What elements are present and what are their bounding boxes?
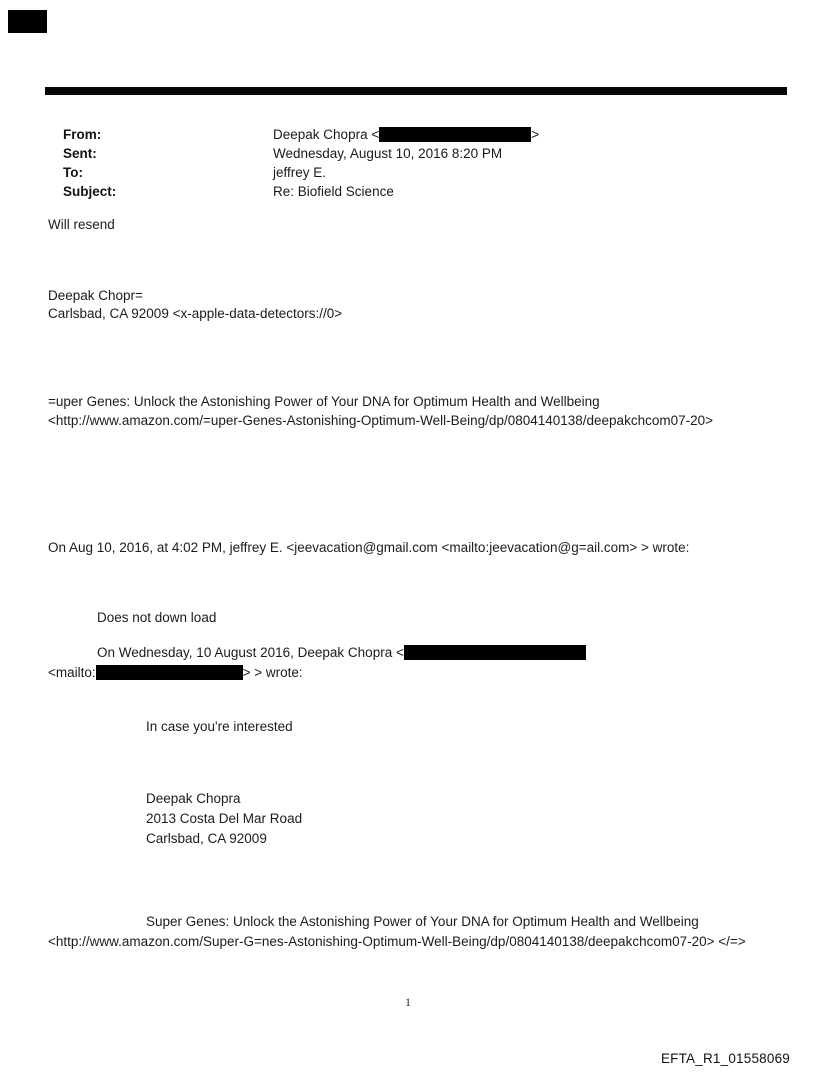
signature1-name: Deepak Chopr=	[48, 288, 143, 303]
header-divider-rule	[45, 87, 787, 95]
nested-quote-body: In case you're interested	[146, 719, 293, 734]
nested-quote-attribution	[97, 644, 586, 661]
from-label: From:	[63, 127, 102, 142]
redacted-sender-email	[404, 645, 586, 660]
book-url-line-2: <http://www.amazon.com/Super-G=nes-Astonishing-Optimum-Well-Being/dp/0804140138/deepakchcom07-20> </=>	[48, 934, 746, 949]
signature2-city: Carlsbad, CA 92009	[146, 831, 267, 846]
header-row-to	[48, 147, 327, 180]
from-value-suffix: >	[531, 127, 540, 142]
to-value: jeffrey E.	[273, 165, 327, 180]
book-title-line-1: =uper Genes: Unlock the Astonishing Power of Your DNA for Optimum Health and Wellbeing	[48, 394, 600, 409]
header-row-sent	[48, 128, 503, 161]
to-label: To:	[63, 165, 84, 180]
bates-number: EFTA_R1_01558069	[660, 1051, 790, 1066]
book-title-line-2: Super Genes: Unlock the Astonishing Power of Your DNA for Optimum Health and Wellbeing	[146, 914, 699, 929]
nested-quote-prefix: On Wednesday, 10 August 2016, Deepak Chopra <	[97, 645, 404, 660]
mailto-prefix: <mailto:	[48, 665, 96, 680]
signature2-name: Deepak Chopra	[146, 791, 241, 806]
quote-attribution-line: On Aug 10, 2016, at 4:02 PM, jeffrey E. <jeevacation@gmail.com <mailto:jeevacation@g=ail.com> > wrote:	[48, 540, 690, 555]
book-url-line-1: <http://www.amazon.com/=uper-Genes-Astonishing-Optimum-Well-Being/dp/0804140138/deepakchcom07-20>	[48, 413, 713, 428]
sent-label: Sent:	[63, 146, 97, 161]
page-number: 1	[405, 995, 411, 1009]
corner-redaction-mark	[8, 10, 47, 33]
subject-value: Re: Biofield Science	[273, 184, 394, 199]
header-row-from	[48, 109, 540, 142]
signature2-street: 2013 Costa Del Mar Road	[146, 811, 303, 826]
quoted-reply-text: Does not down load	[97, 610, 217, 625]
subject-label: Subject:	[63, 184, 117, 199]
sent-value: Wednesday, August 10, 2016 8:20 PM	[273, 146, 503, 161]
header-row-subject	[48, 166, 394, 199]
body-line-will-resend: Will resend	[48, 217, 115, 232]
from-value-prefix: Deepak Chopra <	[273, 127, 380, 142]
mailto-suffix: > > wrote:	[242, 665, 303, 680]
signature1-address: Carlsbad, CA 92009 <x-apple-data-detectors://0>	[48, 306, 343, 321]
redacted-mailto-email	[96, 665, 243, 680]
nested-quote-mailto-line	[48, 664, 303, 681]
